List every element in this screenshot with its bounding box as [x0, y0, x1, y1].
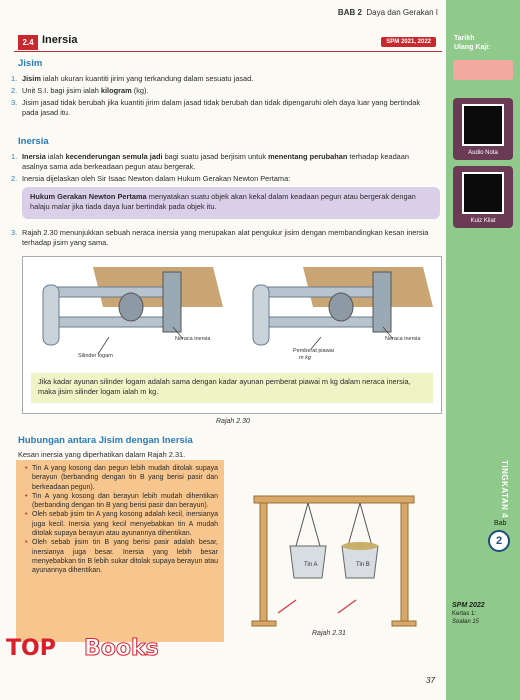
spm-reference: SPM 2022 Kertas 1: Soalan 15 — [452, 602, 485, 625]
caption-2-31: Rajah 2.31 — [312, 630, 346, 637]
caption-2-30: Rajah 2.30 — [216, 418, 250, 425]
hubungan-bullets — [16, 460, 224, 642]
bullet-1: • Tin A yang kosong dan pegun lebih mudah ditolak supaya berayun (berbanding dengan tin B yang berisi pasir dan berkeadaan pegun). — [26, 464, 218, 492]
heading-jisim: Jisim — [18, 58, 43, 69]
section-title: Inersia — [42, 34, 78, 46]
running-head: BAB 2 Daya dan Gerakan I — [337, 8, 438, 17]
topbooks-logo: TOP Books — [6, 636, 159, 661]
label-tin-a: Tin A — [304, 562, 318, 568]
section-header — [14, 34, 442, 52]
bullet-3: • Oleh sebab jisim tin A yang kosong adalah kecil, inersianya juga kecil. Inersia yang kecil menyebabkan tin A mudah ditolak supaya berayun atau ayunannya dihentikan. — [26, 510, 218, 538]
label-silinder: Silinder logam — [78, 353, 113, 359]
qr-code-icon — [462, 172, 504, 214]
spm-tag: SPM 2021, 2022 — [381, 37, 436, 47]
qr-code-icon — [462, 104, 504, 146]
page-number: 37 — [426, 676, 435, 685]
bab-label: Bab — [494, 520, 507, 527]
figure-note: Jika kadar ayunan silinder logam adalah sama dengan kadar ayunan pemberat piawai m kg dalam neraca inersia, maka jisim silinder logam ialah m kg. — [31, 373, 433, 403]
label-neraca-right: Neraca inersia — [385, 336, 421, 342]
tarikh-input-box — [453, 60, 513, 80]
bab-number: 2 — [488, 530, 510, 552]
bullet-2: • Tin A yang kosong dan berayun lebih mudah dihentikan (berbanding dengan tin B yang berisi pasir dan berayun). — [26, 492, 218, 511]
swinging-tins-illustration — [248, 488, 420, 628]
figure-2-30 — [22, 256, 442, 414]
label-tin-b: Tin B — [356, 562, 370, 568]
jisim-p3: 3. Jisim jasad tidak berubah jika kuantiti jirim dalam jasad tidak berubah dan tidak dipengaruhi oleh daya luar yang bertindak pada jasad itu. — [11, 98, 421, 117]
hubungan-intro: Kesan inersia yang diperhatikan dalam Rajah 2.31. — [18, 450, 186, 459]
label-pemberat: Pemberat piawai — [293, 348, 334, 354]
heading-inersia: Inersia — [18, 136, 49, 147]
tingkatan-label: TINGKATAN 4 — [500, 460, 509, 519]
qr-audio-nota[interactable]: Audio Nota — [453, 98, 513, 160]
qr-kuiz-kilat[interactable]: Kuiz Kilat — [453, 166, 513, 228]
bullet-4: • Oleh sebab jisim tin B yang berisi pasir adalah besar, inersianya juga besar. Inersia yang lebih besar menyebabkan tin B lebih sukar ditolak supaya berayun atau ayunannya dihentikan. — [26, 538, 218, 575]
jisim-p2: 2. Unit S.I. bagi jisim ialah kilogram (kg). — [11, 86, 149, 95]
section-number: 2.4 — [18, 35, 38, 50]
inersia-p1: 1. Inersia ialah kecenderungan semula jadi bagi suatu jasad berjisim untuk menentang perubahan terhadap keadaan asalnya sama ada berkeadaan pegun atau bergerak. — [11, 152, 410, 171]
label-neraca-left: Neraca inersia — [175, 336, 211, 342]
inersia-p2: 2. Inersia dijelaskan oleh Sir Isaac Newton dalam Hukum Gerakan Newton Pertama: — [11, 174, 291, 183]
heading-hubungan: Hubungan antara Jisim dengan Inersia — [18, 435, 193, 446]
label-mkg: m kg — [299, 355, 311, 361]
tarikh-label: Tarikh Ulang Kaji: — [454, 35, 491, 51]
newton-law-box: Hukum Gerakan Newton Pertama menyatakan suatu objek akan kekal dalam keadaan pegun atau bergerak dengan halaju malar jika tiada daya luar bertindak pada objek itu. — [22, 187, 440, 219]
inersia-p3: 3. Rajah 2.30 menunjukkan sebuah neraca inersia yang merupakan alat pengukur jisim dengan membandingkan kesan inersia terhadap jisim yang sama. — [11, 228, 429, 247]
jisim-p1: 1. Jisim ialah ukuran kuantiti jirim yang terkandung dalam sesuatu jasad. — [11, 74, 254, 83]
